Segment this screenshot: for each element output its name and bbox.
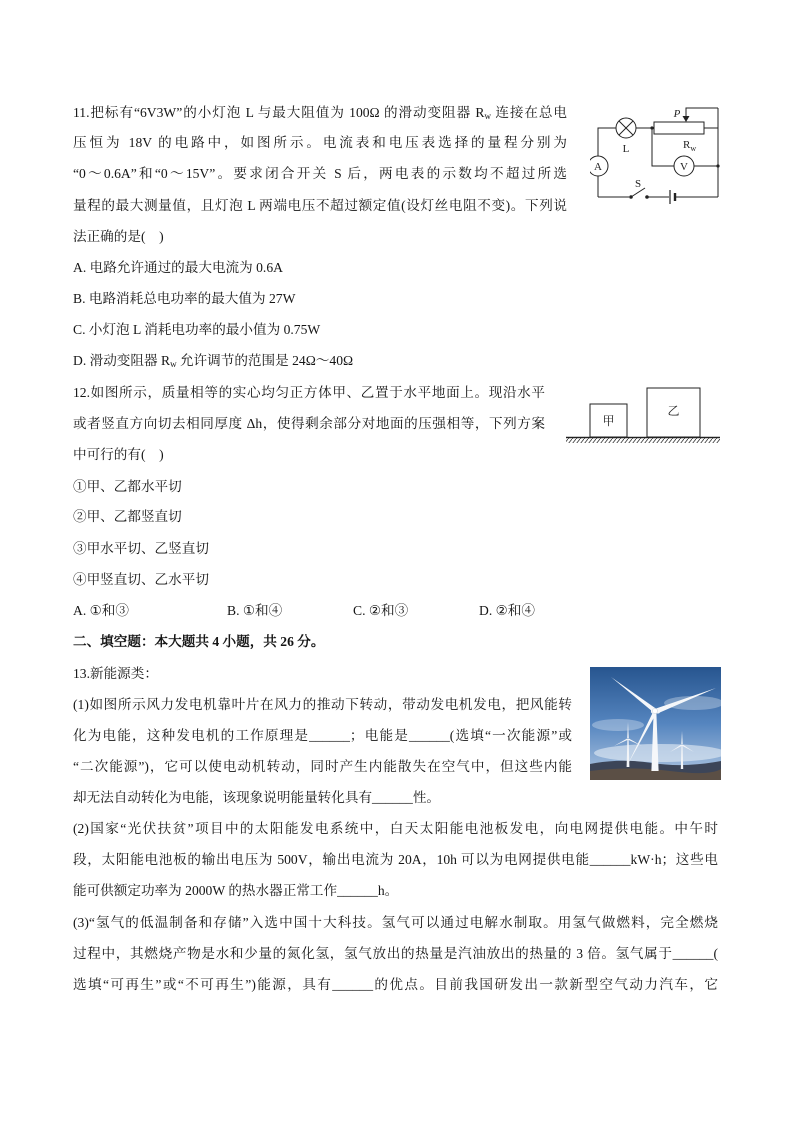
- q11-option-d-text-a: D. 滑动变阻器 R: [73, 353, 171, 368]
- q11-line-1-text-a: 11.把标有“6V3W”的小灯泡 L 与最大阻值为 100Ω 的滑动变阻器 R: [73, 105, 485, 120]
- q12-option-d: D. ②和④: [479, 603, 535, 618]
- q12-scheme-4: ④甲竖直切、乙水平切: [73, 572, 209, 587]
- slider-wire: [686, 108, 718, 118]
- q13-part3-line-1: (3)“氢气的低温制备和存储”入选中国十大科技。氢气可以通过电解水制取。用氢气做燃料，完全燃烧: [73, 915, 718, 930]
- switch-contact-right: [645, 195, 649, 199]
- q13-part1-line-1: (1)如图所示风力发电机靠叶片在风力的推动下转动，带动发电机发电，把风能转: [73, 697, 572, 712]
- rheostat-label: [683, 139, 696, 153]
- q11-line-2: 压恒为 18V 的电路中，如图所示。电流表和电压表选择的量程分别为: [73, 135, 567, 150]
- slider-arrow-icon: [683, 116, 690, 122]
- q12-line-2: 或者竖直方向切去相同厚度 Δh，使得剩余部分对地面的压强相等，下列方案: [73, 416, 545, 431]
- switch-contact-left: [629, 195, 633, 199]
- q13-part1-line-4: 却无法自动转化为电能，该现象说明能量转化具有______性。: [73, 790, 441, 805]
- q13-title: 13.新能源类：: [73, 666, 158, 681]
- ground-hatching: [566, 438, 720, 443]
- q11-line-5: 法正确的是( ): [73, 229, 164, 244]
- q11-option-b: B. 电路消耗总电功率的最大值为 27W: [73, 291, 296, 306]
- q12-option-c: C. ②和③: [353, 603, 409, 618]
- q11-line-1-subscript: w: [484, 111, 491, 121]
- q12-option-b: B. ①和④: [227, 603, 283, 618]
- q11-option-d: [73, 350, 353, 372]
- switch-label: S: [634, 178, 642, 190]
- circuit-diagram: [590, 100, 724, 208]
- q11-option-a: A. 电路允许通过的最大电流为 0.6A: [73, 260, 283, 275]
- q12-line-1: 12.如图所示，质量相等的实心均匀正方体甲、乙置于水平地面上。现沿水平: [73, 385, 545, 400]
- wind-turbine-photo: [590, 667, 721, 780]
- rheostat-body: [654, 122, 704, 134]
- q13-part2-line-3: 能可供额定功率为 2000W 的热水器正常工作______h。: [73, 883, 399, 898]
- rheostat-label-sub: w: [690, 144, 697, 153]
- cubes-figure: [564, 384, 722, 444]
- q12-option-a: A. ①和③: [73, 603, 129, 618]
- cube-jia-label: 甲: [602, 414, 615, 428]
- q11-option-d-subscript: w: [170, 359, 177, 369]
- voltmeter-label: V: [680, 161, 688, 173]
- q13-part1-line-3: “二次能源”)，它可以使电动机转动，同时产生内能散失在空气中，但这些内能: [73, 759, 572, 774]
- rheostat-label-main: R: [683, 139, 691, 151]
- q12-scheme-1: ①甲、乙都水平切: [73, 479, 182, 494]
- cube-yi-label: 乙: [667, 404, 680, 418]
- q12-scheme-3: ③甲水平切、乙竖直切: [73, 541, 209, 556]
- wire-left-top: [598, 128, 616, 156]
- q11-option-c: C. 小灯泡 L 消耗电功率的最小值为 0.75W: [73, 322, 321, 337]
- large-turbine-hub: [652, 708, 657, 713]
- q13-part3-line-3: 选填“可再生”或“不可再生”)能源，具有______的优点。目前我国研发出一款新型空气动力汽车，它: [73, 977, 718, 992]
- junction-dot-right: [716, 164, 719, 167]
- q13-part1-line-2: 化为电能，这种发电机的工作原理是______；电能是______(选填“一次能源”或: [73, 728, 572, 743]
- cloud-2: [592, 719, 644, 731]
- q11-line-4: 量程的最大测量值，且灯泡 L 两端电压不超过额定值(设灯丝电阻不变)。下列说: [73, 198, 567, 213]
- q12-line-3: 中可行的有( ): [73, 447, 164, 462]
- lamp-label: L: [622, 143, 630, 155]
- ammeter-label: A: [594, 161, 602, 173]
- q13-part3-line-2: 过程中，其燃烧产物是水和少量的氮化氢，氢气放出的热量是汽油放出的热量的 3 倍。氢气属于______(: [73, 946, 718, 961]
- q13-part2-line-2: 段，太阳能电池板的输出电压为 500V，输出电流为 20A，10h 可以为电网提供电能______kW·h；这些电: [73, 852, 718, 867]
- section-2-title: 二、填空题：本大题共 4 小题，共 26 分。: [73, 634, 325, 649]
- q11-option-d-text-b: 允许调节的范围是 24Ω～40Ω: [176, 353, 354, 368]
- q11-line-1-text-b: 连接在总电: [491, 105, 567, 120]
- q13-part2-line-1: (2)国家“光伏扶贫”项目中的太阳能发电系统中，白天太阳能电池板发电，向电网提供电能。中午时: [73, 821, 718, 836]
- q12-scheme-2: ②甲、乙都竖直切: [73, 509, 182, 524]
- q11-line-1: [73, 102, 567, 124]
- q11-line-3: “0～0.6A”和“0～15V”。要求闭合开关 S 后，两电表的示数均不超过所选: [73, 166, 567, 181]
- slider-label: P: [673, 108, 681, 120]
- junction-dot-left: [650, 126, 653, 129]
